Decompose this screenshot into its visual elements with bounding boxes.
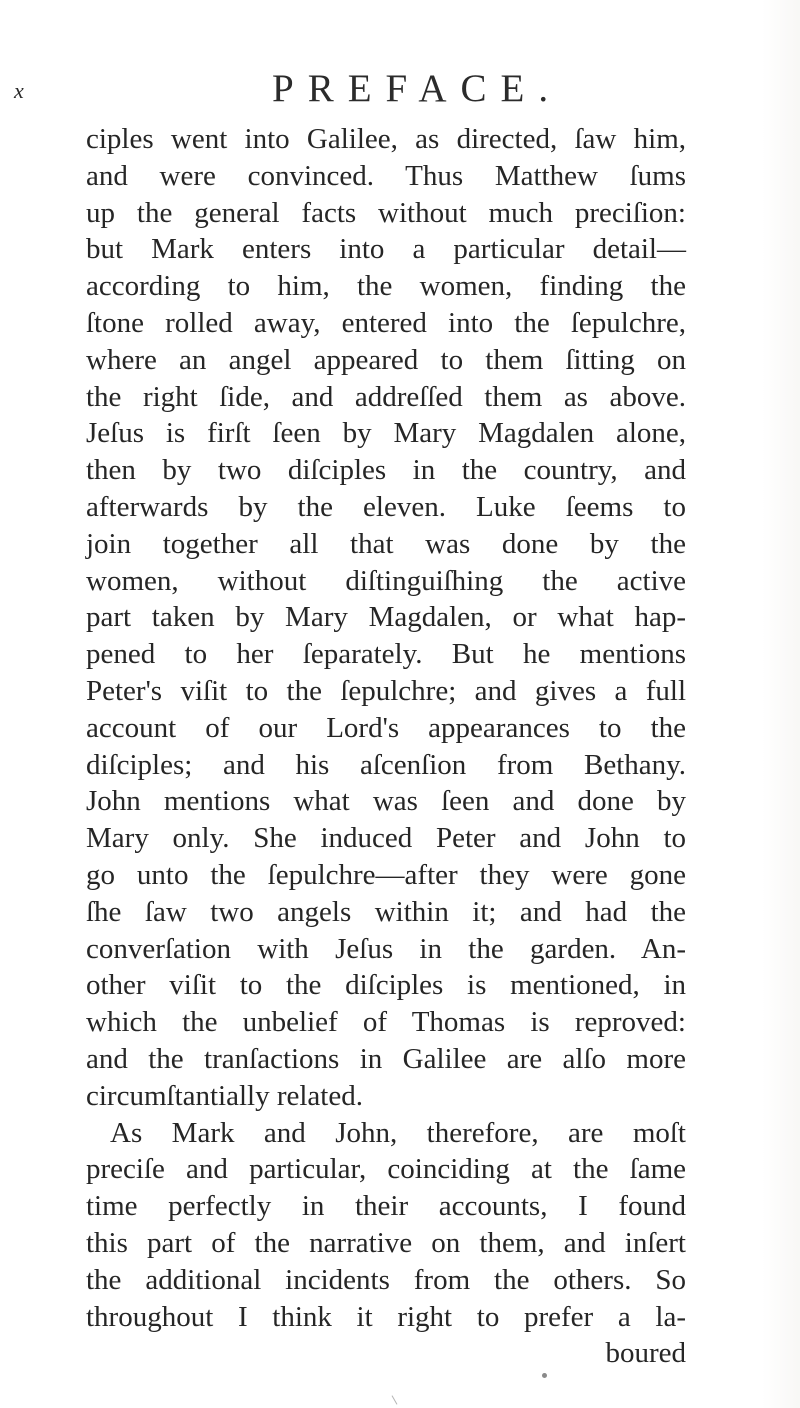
text-line-18: diſciples; and his aſcenſion from Bethany. xyxy=(86,748,686,781)
text-line-27: circumſtantially related. xyxy=(86,1079,363,1112)
text-line-10: then by two diſciples in the country, and xyxy=(86,454,686,487)
text-line-30: time perfectly in their accounts, I found xyxy=(86,1190,686,1223)
text-line-20: Mary only. She induced Peter and John to xyxy=(86,822,686,855)
running-head xyxy=(0,64,800,114)
text-line-26: and the tranſactions in Galilee are alſo more xyxy=(86,1042,686,1075)
text-line-1: ciples went into Galilee, as directed, ſaw him, xyxy=(86,123,686,155)
text-line-17: account of our Lord's appearances to the xyxy=(86,711,686,744)
text-line-3: up the general facts without much preciſion: xyxy=(86,196,686,229)
text-line-12: join together all that was done by the xyxy=(86,527,686,560)
text-line-2: and were convinced. Thus Matthew ſums xyxy=(86,159,686,192)
text-line-31: this part of the narrative on them, and inſert xyxy=(86,1226,686,1259)
text-line-8: the right ſide, and addreſſed them as above. xyxy=(86,380,686,413)
text-line-19: John mentions what was ſeen and done by xyxy=(86,785,686,818)
text-line-13: women, without diſtinguiſhing the active xyxy=(86,564,686,597)
text-line-15: pened to her ſeparately. But he mentions xyxy=(86,638,686,671)
text-line-25: which the unbelief of Thomas is reproved: xyxy=(86,1006,686,1039)
page-edge-shadow xyxy=(762,0,800,1408)
page-folio: x xyxy=(14,78,24,103)
body-text xyxy=(86,121,686,1372)
text-line-11: afterwards by the eleven. Luke ſeems to xyxy=(86,490,686,523)
text-line-9: Jeſus is firſt ſeen by Mary Magdalen alone, xyxy=(86,417,686,450)
running-head-title: PREFACE. xyxy=(272,67,563,110)
text-line-16: Peter's viſit to the ſepulchre; and gives a full xyxy=(86,674,686,707)
paper-mark xyxy=(392,1395,398,1404)
text-line-32: the additional incidents from the others. So xyxy=(86,1263,686,1296)
ink-spot xyxy=(542,1373,547,1378)
text-line-22: ſhe ſaw two angels within it; and had the xyxy=(86,895,686,928)
text-line-23: converſation with Jeſus in the garden. An- xyxy=(86,932,686,965)
text-line-28: As Mark and John, therefore, are moſt xyxy=(110,1116,686,1149)
text-line-14: part taken by Mary Magdalen, or what hap- xyxy=(86,601,686,634)
text-line-24: other viſit to the diſciples is mentioned, in xyxy=(86,969,686,1002)
text-line-21: go unto the ſepulchre—after they were gone xyxy=(86,858,686,891)
text-line-33: throughout I think it right to prefer a la- xyxy=(86,1300,686,1333)
text-line-29: preciſe and particular, coinciding at the ſame xyxy=(86,1153,686,1186)
text-line-6: ſtone rolled away, entered into the ſepulchre, xyxy=(86,306,686,339)
text-line-5: according to him, the women, finding the xyxy=(86,270,686,303)
catchword: boured xyxy=(605,1337,686,1370)
text-line-4: but Mark enters into a particular detail— xyxy=(86,233,686,266)
text-line-7: where an angel appeared to them ſitting on xyxy=(86,343,686,376)
